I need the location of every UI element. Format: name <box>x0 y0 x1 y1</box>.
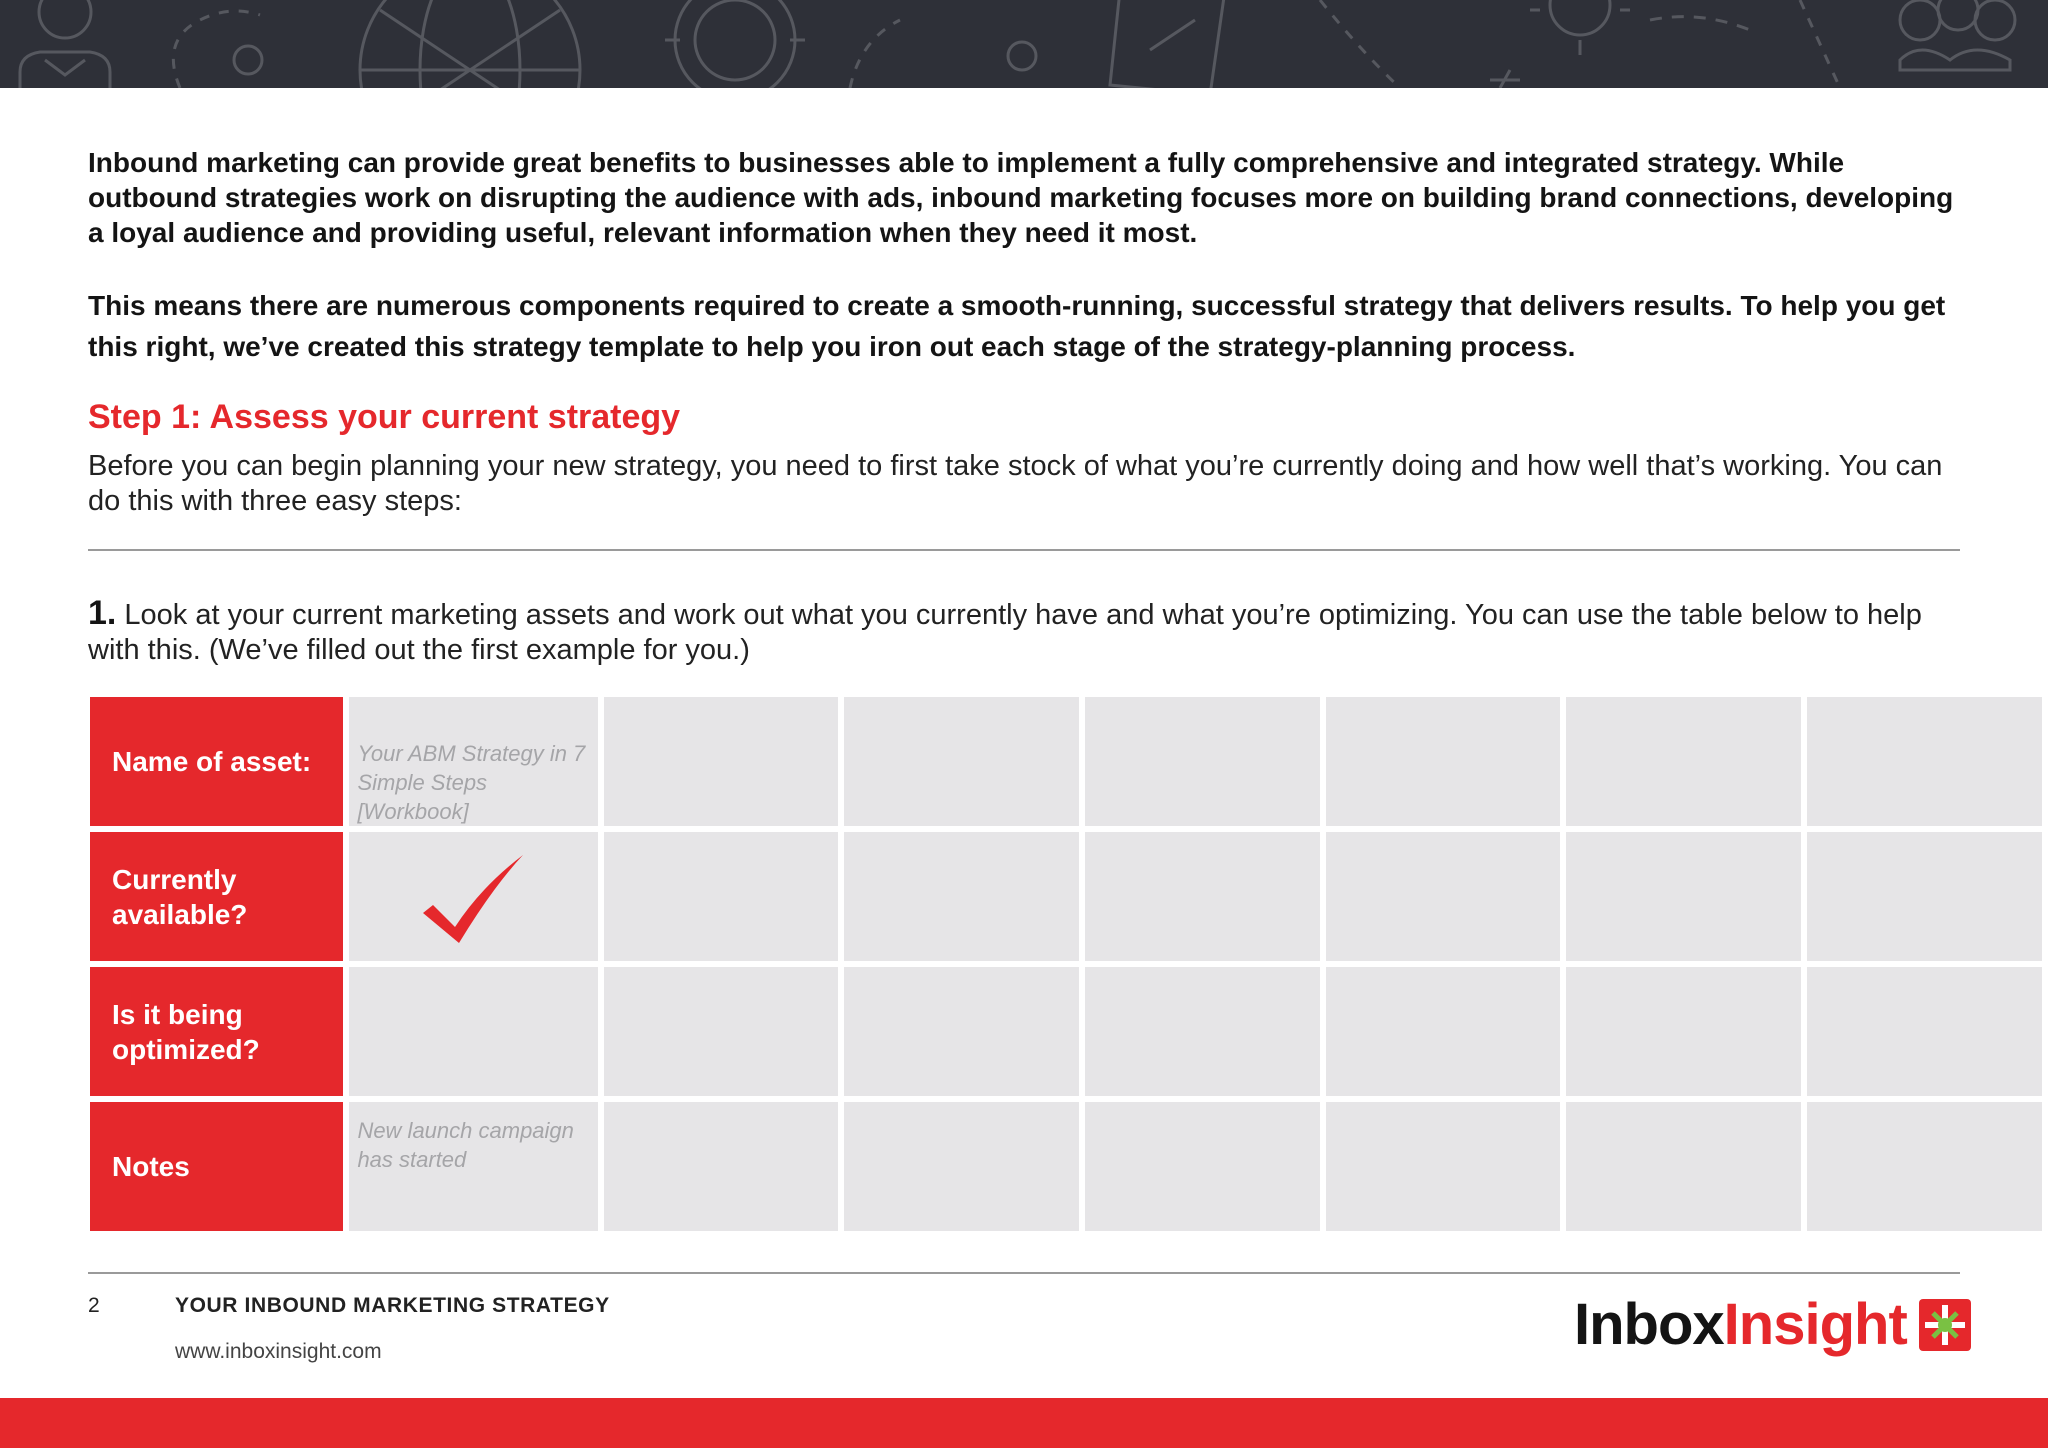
example-optimized-cell[interactable] <box>349 967 597 1096</box>
table-cell[interactable] <box>1566 697 1801 826</box>
table-row-notes <box>90 1102 2042 1231</box>
table-cell[interactable] <box>1807 1102 2042 1231</box>
row-label-notes: Notes <box>90 1102 343 1231</box>
intro-paragraph-2: This means there are numerous components required to create a smooth-running, successful strategy that delivers results. To help you get this right, we’ve created this strategy template to help you iron out each stage of the strategy-planning process. <box>88 290 1946 362</box>
table-cell[interactable] <box>1085 1102 1320 1231</box>
gear-icon <box>665 0 805 88</box>
point-1-text: Look at your current marketing assets and work out what you currently have and what you’re optimizing. You can use the table below to help with this. (We’ve filled out the first example for you.) <box>88 599 1922 666</box>
table-cell[interactable] <box>1807 967 2042 1096</box>
footer-title: YOUR INBOUND MARKETING STRATEGY <box>175 1294 610 1317</box>
table-cell[interactable] <box>604 1102 839 1231</box>
bottom-accent-bar <box>0 1398 2048 1448</box>
logo-insight: Insight <box>1723 1292 1907 1357</box>
table-cell[interactable] <box>1566 1102 1801 1231</box>
table-cell[interactable] <box>604 832 839 961</box>
table-cell[interactable] <box>604 967 839 1096</box>
asset-table <box>84 691 2048 1237</box>
row-label-available: Currently available? <box>90 832 343 961</box>
page-number: 2 <box>88 1294 100 1317</box>
table-cell[interactable] <box>1566 967 1801 1096</box>
table-cell[interactable] <box>1326 832 1561 961</box>
table-cell[interactable] <box>1085 832 1320 961</box>
logo-wordmark <box>1574 1290 1907 1360</box>
point-1 <box>88 596 1960 668</box>
point-1-number: 1. <box>88 594 117 632</box>
person-icon <box>20 0 110 88</box>
globe-icon <box>360 0 580 88</box>
table-row-name <box>90 697 2042 826</box>
logo-inbox: Inbox <box>1574 1292 1724 1357</box>
example-notes[interactable]: New launch campaign has started <box>349 1102 597 1231</box>
example-available-cell[interactable] <box>349 832 597 961</box>
crosshair-icon <box>1919 1299 1971 1351</box>
table-cell[interactable] <box>1807 697 2042 826</box>
table-cell[interactable] <box>1807 832 2042 961</box>
section-divider <box>88 549 1960 551</box>
row-label-optimized: Is it being optimized? <box>90 967 343 1096</box>
table-cell[interactable] <box>604 697 839 826</box>
table-cell[interactable] <box>1566 832 1801 961</box>
table-cell[interactable] <box>844 697 1079 826</box>
top-banner <box>0 0 2048 88</box>
inboxinsight-logo <box>1574 1290 1971 1360</box>
table-cell[interactable] <box>1326 1102 1561 1231</box>
step-1-description: Before you can begin planning your new strategy, you need to first take stock of what you’re currently doing and how well that’s working. You can do this with three easy steps: <box>88 450 1943 517</box>
team-icon <box>1900 0 2015 70</box>
table-cell[interactable] <box>844 832 1079 961</box>
footer-url[interactable]: www.inboxinsight.com <box>175 1340 382 1363</box>
table-row-optimized <box>90 967 2042 1096</box>
table-cell[interactable] <box>844 1102 1079 1231</box>
footer-divider <box>88 1272 1960 1274</box>
step-1-heading: Step 1: Assess your current strategy <box>88 398 681 436</box>
example-asset-name[interactable]: Your ABM Strategy in 7 Simple Steps [Workbook] <box>349 697 597 826</box>
row-label-name: Name of asset: <box>90 697 343 826</box>
table-cell[interactable] <box>1085 967 1320 1096</box>
checkmark-icon <box>419 853 529 945</box>
table-cell[interactable] <box>1085 697 1320 826</box>
table-cell[interactable] <box>844 967 1079 1096</box>
tablet-icon <box>1110 0 1225 88</box>
table-cell[interactable] <box>1326 697 1561 826</box>
table-row-available <box>90 832 2042 961</box>
intro-paragraph-1: Inbound marketing can provide great benefits to businesses able to implement a fully comprehensive and integrated strategy. While outbound strategies work on disrupting the audience with ads, inbound marketing focuses more on building brand connections, developing a loyal audience and providing useful, relevant information when they need it most. <box>88 147 1954 248</box>
table-cell[interactable] <box>1326 967 1561 1096</box>
